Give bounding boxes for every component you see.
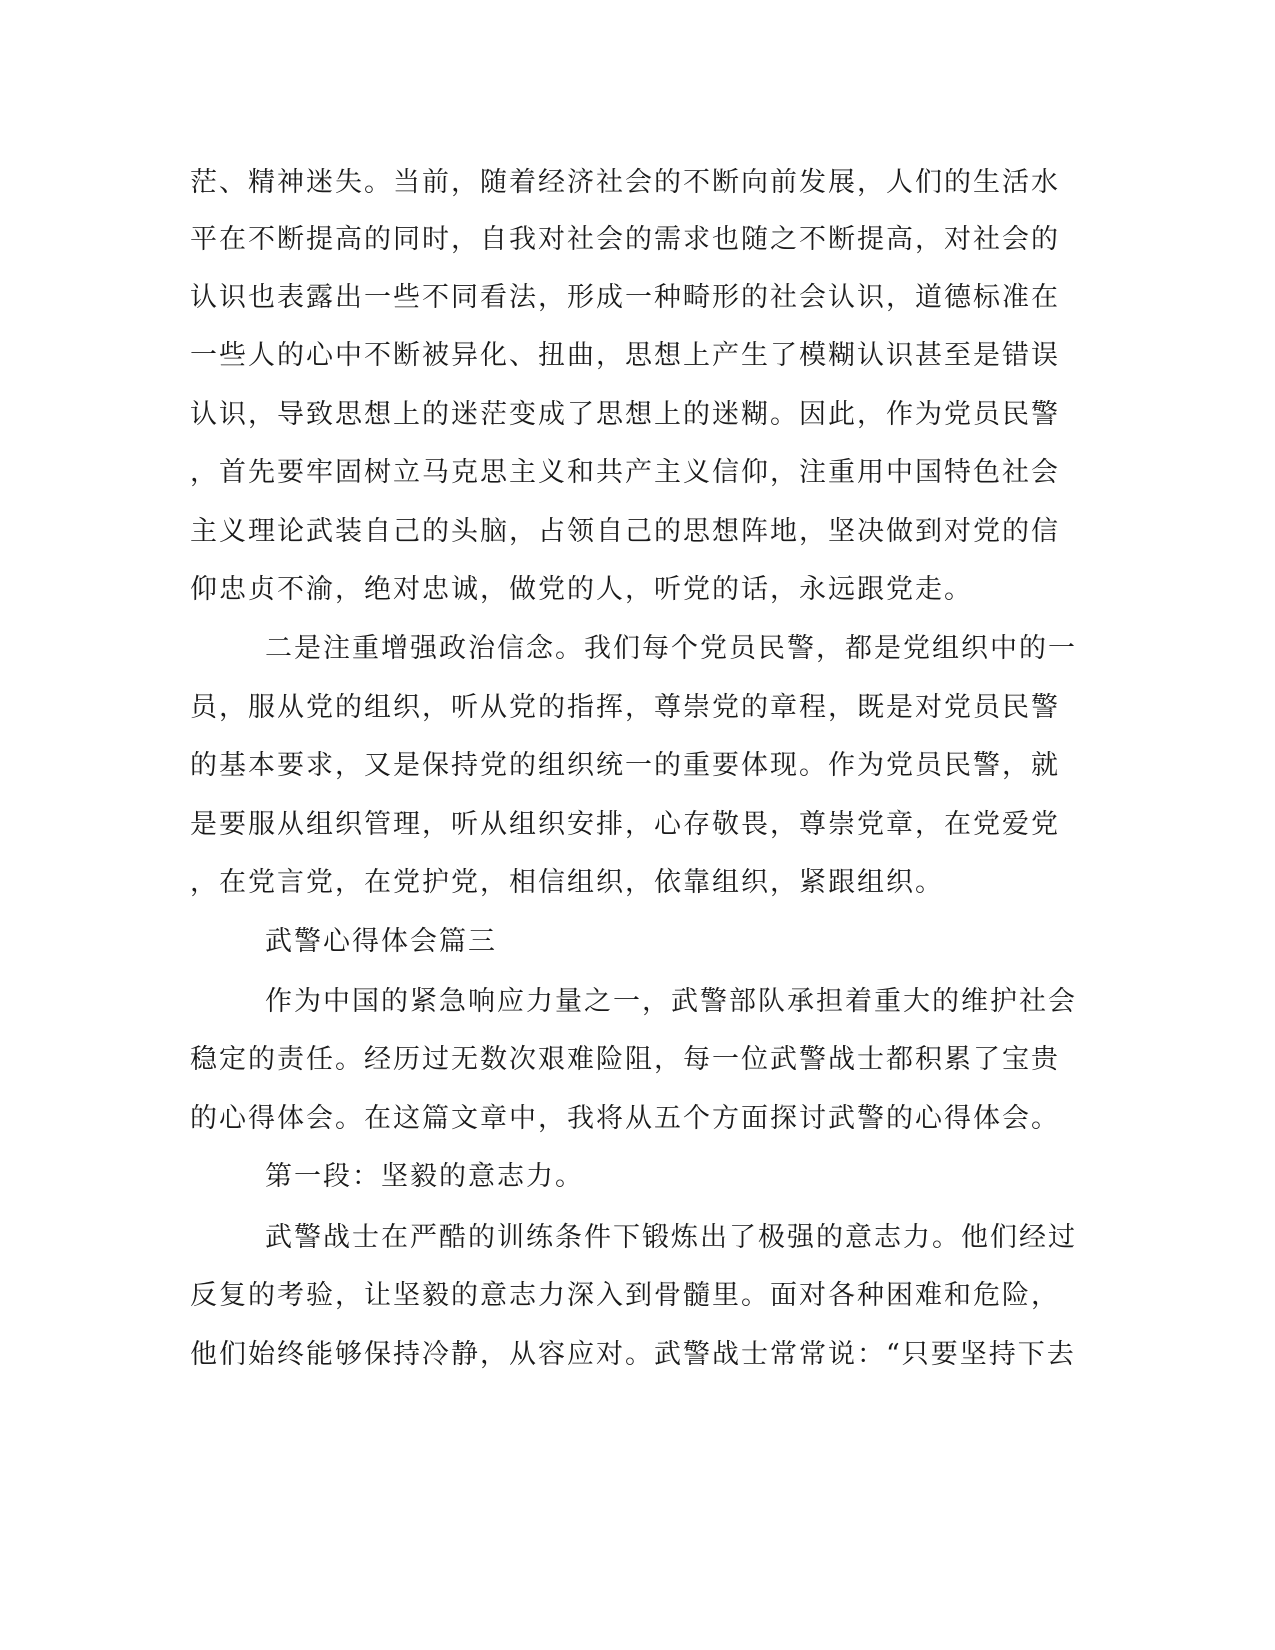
section-heading: 武警心得体会篇三 (265, 926, 497, 957)
paragraph-first-line: 二是注重增强政治信念。我们每个党员民警，都是党组织中的一 (265, 633, 1077, 664)
paragraph-first-line: 作为中国的紧急响应力量之一，武警部队承担着重大的维护社会 (265, 986, 1077, 1017)
text-line: 平在不断提高的同时，自我对社会的需求也随之不断提高，对社会的 (190, 224, 1060, 255)
text-line: 的基本要求，又是保持党的组织统一的重要体现。作为党员民警，就 (190, 750, 1060, 781)
text-line: 稳定的责任。经历过无数次艰难险阻，每一位武警战士都积累了宝贵 (190, 1044, 1060, 1075)
text-line: 茫、精神迷失。当前，随着经济社会的不断向前发展，人们的生活水 (190, 167, 1060, 198)
text-line: 认识也表露出一些不同看法，形成一种畸形的社会认识，道德标准在 (190, 282, 1060, 313)
text-line: 主义理论武装自己的头脑，占领自己的思想阵地，坚决做到对党的信 (190, 516, 1060, 547)
text-line: 的心得体会。在这篇文章中，我将从五个方面探讨武警的心得体会。 (190, 1103, 1060, 1134)
paragraph-first-line: 武警战士在严酷的训练条件下锻炼出了极强的意志力。他们经过 (265, 1222, 1077, 1253)
text-line: 仰忠贞不渝，绝对忠诚，做党的人，听党的话，永远跟党走。 (190, 574, 973, 605)
text-line: 一些人的心中不断被异化、扭曲，思想上产生了模糊认识甚至是错误 (190, 340, 1060, 371)
text-line: 员，服从党的组织，听从党的指挥，尊崇党的章程，既是对党员民警 (190, 692, 1060, 723)
text-line: 反复的考验，让坚毅的意志力深入到骨髓里。面对各种困难和危险， (190, 1280, 1060, 1311)
text-line: 他们始终能够保持冷静，从容应对。武警战士常常说：“只要坚持下去 (190, 1339, 1076, 1370)
text-line: ，在党言党，在党护党，相信组织，依靠组织，紧跟组织。 (190, 867, 944, 898)
subsection-heading: 第一段：坚毅的意志力。 (265, 1161, 584, 1192)
text-line: 认识，导致思想上的迷茫变成了思想上的迷糊。因此，作为党员民警 (190, 399, 1060, 430)
text-line: ，首先要牢固树立马克思主义和共产主义信仰，注重用中国特色社会 (190, 457, 1060, 488)
text-line: 是要服从组织管理，听从组织安排，心存敬畏，尊崇党章，在党爱党 (190, 809, 1060, 840)
